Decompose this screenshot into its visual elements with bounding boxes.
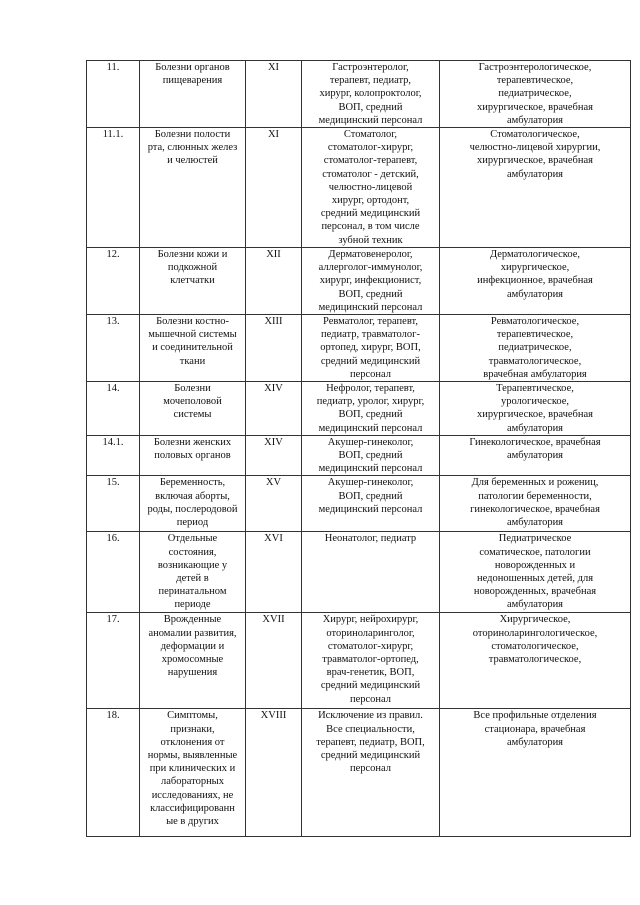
specialists-line: Хирург, нейрохирург,	[322, 614, 419, 626]
row-number: 14.1.	[102, 436, 124, 448]
disease-line: Болезни женских	[153, 436, 232, 448]
icd-class-cell	[246, 532, 302, 613]
row-number-cell	[87, 532, 140, 613]
icd-class: XII	[266, 249, 281, 261]
specialists-line: педиатр, травматолог-	[321, 329, 420, 341]
specialists-line: Гастроэнтеролог,	[332, 62, 409, 73]
disease-line: роды, послеродовой	[147, 503, 238, 515]
table-row	[87, 61, 631, 128]
specialists-line: челюстно-лицевой	[328, 181, 413, 193]
icd-class: XIV	[264, 436, 283, 448]
table-row	[87, 382, 631, 436]
row-number-cell	[87, 128, 140, 248]
specialists-cell	[302, 532, 440, 613]
specialists-line: хирург, ортодонт,	[331, 195, 410, 207]
departments-line: амбулатория	[506, 422, 564, 434]
row-number: 13.	[106, 316, 120, 328]
table-row	[87, 248, 631, 315]
row-number: 16.	[106, 533, 120, 545]
departments-cell	[440, 532, 631, 613]
row-number: 12.	[106, 249, 120, 261]
disease-line: ые в других	[166, 816, 219, 828]
row-number-cell	[87, 382, 140, 436]
specialists-line: средний медицинский	[320, 750, 421, 762]
disease-line: Беременность,	[159, 477, 226, 489]
disease-cell	[140, 476, 246, 532]
specialists-line: персонал	[349, 693, 392, 705]
departments-line: амбулатория	[506, 517, 564, 529]
disease-cell	[140, 128, 246, 248]
row-number: 18.	[106, 710, 120, 722]
disease-line: Симптомы,	[167, 710, 218, 722]
row-number-cell	[87, 248, 140, 315]
departments-line: Терапевтическое,	[496, 383, 574, 395]
specialists-cell	[302, 613, 440, 709]
specialists-cell	[302, 128, 440, 248]
disease-line: мочеполовой	[163, 396, 222, 408]
departments-line: инфекционное, врачебная	[477, 275, 593, 287]
departments-line: урологическое,	[500, 396, 570, 408]
disease-line: при клинических и	[149, 763, 236, 775]
departments-line: хирургическое,	[500, 262, 570, 274]
specialists-line: Исключение из правил.	[318, 710, 423, 722]
row-number-cell	[87, 435, 140, 476]
icd-class: XVII	[262, 614, 285, 626]
specialists-line: Все специальности,	[326, 723, 415, 735]
specialists-cell	[302, 382, 440, 436]
icd-class-cell	[246, 709, 302, 837]
specialists-line: ортопед, хирург, ВОП,	[320, 342, 421, 354]
specialists-line: стоматолог - детский,	[322, 168, 419, 180]
specialists-line: медицинский персонал	[318, 301, 423, 313]
disease-line: Врожденные	[163, 614, 222, 626]
disease-line: нарушения	[167, 667, 218, 679]
departments-line: врачебная амбулатория	[483, 368, 587, 380]
table-row	[87, 532, 631, 613]
specialists-line: врач-генетик, ВОП,	[326, 667, 415, 679]
departments-cell	[440, 613, 631, 709]
departments-line: педиатрическое,	[498, 342, 572, 354]
icd-class: XVIII	[260, 710, 287, 722]
specialists-line: зубной техник	[338, 234, 403, 246]
disease-line: нормы, выявленные	[147, 750, 238, 762]
departments-line: хирургическое, врачебная	[477, 101, 593, 113]
disease-line: деформации и	[160, 640, 225, 652]
departments-line: гинекологическое, врачебная	[470, 503, 600, 515]
departments-line: стоматологическое,	[491, 640, 579, 652]
disease-cell	[140, 532, 246, 613]
departments-line: хирургическое, врачебная	[477, 155, 593, 167]
specialists-line: медицинский персонал	[318, 463, 423, 475]
specialists-line: средний медицинский	[320, 355, 421, 367]
departments-line: Хирургическое,	[499, 614, 571, 626]
disease-cell	[140, 709, 246, 837]
specialists-line: персонал	[349, 368, 392, 380]
specialists-cell	[302, 476, 440, 532]
disease-line: Отдельные	[167, 533, 218, 545]
disease-cell	[140, 382, 246, 436]
disease-line: клетчатки	[170, 275, 215, 287]
departments-line: амбулатория	[506, 168, 564, 180]
icd-class-cell	[246, 248, 302, 315]
icd-class: XI	[267, 129, 280, 141]
departments-line: недоношенных детей, для	[476, 573, 594, 585]
departments-line: патологии беременности,	[478, 490, 592, 502]
departments-line: новорожденных и	[494, 559, 576, 571]
row-number: 14.	[106, 383, 120, 395]
departments-line: Гастроэнтерологическое,	[478, 62, 592, 73]
row-number-cell	[87, 476, 140, 532]
departments-line: травматологическое,	[488, 654, 582, 666]
icd-class-cell	[246, 382, 302, 436]
specialists-line: травматолог-ортопед,	[322, 654, 419, 666]
departments-line: оториноларингологическое,	[472, 627, 598, 639]
disease-line: состояния,	[168, 546, 217, 558]
disease-line: половых органов	[154, 450, 231, 462]
icd-class-cell	[246, 61, 302, 128]
departments-line: педиатрическое,	[498, 88, 572, 100]
specialists-line: Нефролог, терапевт,	[326, 383, 415, 395]
specialists-line: оториноларинголог,	[326, 627, 415, 639]
departments-line: Педиатрическое	[498, 533, 572, 545]
departments-cell	[440, 61, 631, 128]
specialists-cell	[302, 315, 440, 382]
departments-line: терапевтическое,	[496, 329, 574, 341]
row-number: 17.	[106, 614, 120, 626]
disease-line: и соединительной	[152, 342, 233, 354]
departments-cell	[440, 435, 631, 476]
specialists-line: средний медицинский	[320, 680, 421, 692]
departments-line: Стоматологическое,	[490, 129, 580, 141]
icd-class-cell	[246, 613, 302, 709]
departments-line: Дерматологическое,	[489, 249, 581, 261]
specialists-line: ВОП, средний	[338, 490, 403, 502]
disease-cell	[140, 435, 246, 476]
specialists-line: ВОП, средний	[338, 450, 403, 462]
specialists-line: Ревматолог, терапевт,	[323, 316, 418, 328]
departments-line: челюстно-лицевой хирургии,	[469, 142, 601, 154]
specialists-line: средний медицинский	[320, 208, 421, 220]
departments-line: травматологическое,	[488, 355, 582, 367]
icd-class-cell	[246, 128, 302, 248]
departments-line: амбулатория	[506, 114, 564, 126]
icd-class: XVI	[264, 533, 283, 545]
departments-cell	[440, 248, 631, 315]
table-row	[87, 613, 631, 709]
specialists-line: хирург, колопроктолог,	[319, 88, 422, 100]
departments-line: амбулатория	[506, 599, 564, 611]
disease-line: перинатальном	[158, 586, 227, 598]
departments-line: терапевтическое,	[496, 75, 574, 87]
table-row	[87, 709, 631, 837]
specialists-line: персонал	[349, 763, 392, 775]
specialists-line: терапевт, педиатр, ВОП,	[316, 736, 425, 748]
row-number: 11.1.	[102, 129, 124, 141]
specialists-line: аллерголог-иммунолог,	[318, 262, 423, 274]
disease-line: Болезни кожи и	[157, 249, 228, 261]
specialists-line: педиатр, уролог, хирург,	[316, 396, 425, 408]
disease-line: исследованиях, не	[151, 789, 234, 801]
disease-cell	[140, 315, 246, 382]
disease-line: Болезни костно-	[156, 316, 229, 328]
disease-profile-table	[86, 60, 631, 837]
disease-line: мышечной системы	[148, 329, 237, 341]
disease-cell	[140, 248, 246, 315]
icd-class-cell	[246, 315, 302, 382]
departments-line: амбулатория	[506, 736, 564, 748]
specialists-line: стоматолог-хирург,	[327, 640, 414, 652]
specialists-line: ВОП, средний	[338, 409, 403, 421]
disease-line: системы	[173, 409, 212, 421]
disease-line: классифицированн	[150, 802, 235, 814]
disease-cell	[140, 61, 246, 128]
icd-class: XI	[267, 62, 280, 73]
specialists-line: стоматолог-терапевт,	[323, 155, 418, 167]
icd-class: XIII	[264, 316, 283, 328]
departments-line: амбулатория	[506, 288, 564, 300]
specialists-line: медицинский персонал	[318, 503, 423, 515]
disease-line: отклонения от	[160, 736, 225, 748]
row-number-cell	[87, 315, 140, 382]
specialists-line: хирург, инфекционист,	[319, 275, 422, 287]
departments-line: Для беременных и рожениц,	[471, 477, 599, 489]
disease-line: лабораторных	[160, 776, 224, 788]
disease-line: и челюстей	[167, 155, 218, 167]
specialists-line: Дерматовенеролог,	[328, 249, 413, 261]
specialists-cell	[302, 248, 440, 315]
disease-line: детей в	[176, 573, 209, 585]
disease-line: признаки,	[170, 723, 215, 735]
disease-line: аномалии развития,	[148, 627, 237, 639]
specialists-line: Стоматолог,	[343, 129, 398, 141]
departments-cell	[440, 709, 631, 837]
specialists-line: стоматолог-хирург,	[327, 142, 414, 154]
departments-line: Ревматологическое,	[490, 316, 580, 328]
specialists-cell	[302, 709, 440, 837]
departments-cell	[440, 382, 631, 436]
specialists-cell	[302, 435, 440, 476]
disease-line: подкожной	[167, 262, 218, 274]
disease-line: пищеварения	[162, 75, 223, 87]
disease-line: хромосомные	[161, 654, 224, 666]
disease-line: включая аборты,	[155, 490, 230, 502]
specialists-line: персонал, в том числе	[321, 221, 420, 233]
table-row	[87, 435, 631, 476]
departments-cell	[440, 128, 631, 248]
disease-line: Болезни полости	[154, 129, 231, 141]
table-row	[87, 128, 631, 248]
table-row	[87, 315, 631, 382]
departments-line: хирургическое, врачебная	[477, 409, 593, 421]
departments-line: амбулатория	[506, 450, 564, 462]
table-body	[87, 61, 631, 837]
departments-line: новорожденных, врачебная	[473, 586, 597, 598]
icd-class: XIV	[264, 383, 283, 395]
icd-class-cell	[246, 435, 302, 476]
disease-line: ткани	[179, 355, 206, 367]
departments-line: стационара, врачебная	[484, 723, 586, 735]
disease-line: рта, слюнных желез	[147, 142, 238, 154]
row-number-cell	[87, 709, 140, 837]
specialists-line: Неонатолог, педиатр	[324, 533, 417, 545]
row-number: 15.	[106, 477, 120, 489]
row-number-cell	[87, 61, 140, 128]
icd-class-cell	[246, 476, 302, 532]
specialists-line: Акушер-гинеколог,	[327, 477, 414, 489]
departments-line: соматическое, патологии	[479, 546, 591, 558]
disease-line: период	[176, 517, 209, 529]
departments-cell	[440, 476, 631, 532]
specialists-line: Акушер-гинеколог,	[327, 436, 414, 448]
row-number-cell	[87, 613, 140, 709]
specialists-line: терапевт, педиатр,	[329, 75, 412, 87]
disease-line: возникающие у	[157, 559, 228, 571]
disease-line: периоде	[174, 599, 211, 611]
departments-cell	[440, 315, 631, 382]
specialists-line: медицинский персонал	[318, 114, 423, 126]
specialists-cell	[302, 61, 440, 128]
icd-class: XV	[265, 477, 282, 489]
departments-line: Гинекологическое, врачебная	[469, 436, 601, 448]
departments-line: Все профильные отделения	[473, 710, 597, 722]
disease-line: Болезни	[174, 383, 211, 395]
specialists-line: ВОП, средний	[338, 288, 403, 300]
row-number: 11.	[106, 62, 120, 73]
disease-line: Болезни органов	[155, 62, 230, 73]
table-row	[87, 476, 631, 532]
specialists-line: ВОП, средний	[338, 101, 403, 113]
disease-cell	[140, 613, 246, 709]
specialists-line: медицинский персонал	[318, 422, 423, 434]
